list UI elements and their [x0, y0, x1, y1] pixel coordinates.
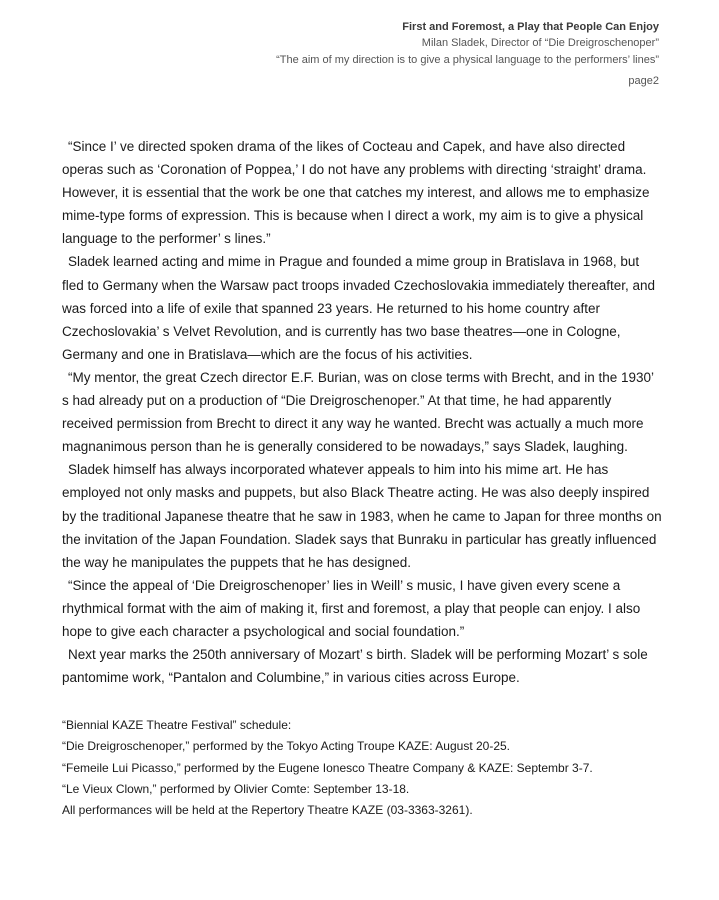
article-body — [62, 135, 662, 689]
page-number: page2 — [628, 75, 659, 87]
paragraph: “My mentor, the great Czech director E.F. Burian, was on close terms with Brecht, and in the 1930’ s had already put on a production of “Die Dreigroschenoper.” At that time, he had apparently received permission from Brecht to direct it any way he wanted. Brecht was actually a much more magnanimous person than he is generally considered to be nowadays,” says Sladek, laughing. — [62, 369, 654, 455]
paragraph: “Since the appeal of ‘Die Dreigroschenoper’ lies in Weill’ s music, I have given every scene a rhythmical format with the aim of making it, first and foremost, a play that people can enjoy. I also hope to give each character a psychological and social foundation.” — [62, 577, 641, 639]
paragraph: Next year marks the 250th anniversary of Mozart’ s birth. Sladek will be performing Mozart’ s sole pantomime work, “Pantalon and Columbine,” in various cities across Europe. — [62, 647, 648, 686]
schedule-footer: All performances will be held at the Repertory Theatre KAZE (03-3363-3261). — [62, 803, 473, 818]
header-title: First and Foremost, a Play that People Can Enjoy — [402, 21, 659, 33]
festival-schedule — [62, 715, 662, 821]
paragraph: “Since I’ ve directed spoken drama of the likes of Cocteau and Capek, and have also directed operas such as ‘Coronation of Poppea,’ I do not have any problems with directing ‘straight’ drama. However, it is essential that the work be one that catches my interest, and allows me to emphasize mime-type forms of expression. This is because when I direct a work, my aim is to give a physical language to the performer’ s lines.” — [62, 139, 650, 247]
schedule-heading: “Biennial KAZE Theatre Festival” schedule: — [62, 718, 292, 732]
schedule-item: “Femeile Lui Picasso,” performed by the Eugene Ionesco Theatre Company & KAZE: Septembr 3-7. — [62, 760, 593, 775]
schedule-item: “Le Vieux Clown,” performed by Olivier Comte: September 13-18. — [62, 781, 410, 796]
paragraph: Sladek himself has always incorporated whatever appeals to him into his mime art. He has employed not only masks and puppets, but also Black Theatre acting. He was also deeply inspired by the traditional Japanese theatre that he saw in 1983, when he came to Japan for three months on the invitation of the Japan Foundation. Sladek says that Bunraku in particular has greatly influenced the way he manipulates the puppets that he has designed. — [62, 462, 662, 570]
paragraph: Sladek learned acting and mime in Prague and founded a mime group in Bratislava in 1968, but fled to Germany when the Warsaw pact troops invaded Czechoslovakia immediately thereafter, and was forced into a life of exile that spanned 23 years. He returned to his home country after Czechoslovakia’ s Velvet Revolution, and is currently has two base theatres—one in Cologne, Germany and one in Bratislava—which are the focus of his activities. — [62, 254, 656, 362]
header-subtitle: Milan Sladek, Director of “Die Dreigroschenoper” — [421, 37, 659, 49]
schedule-item: “Die Dreigroschenoper,” performed by the Tokyo Acting Troupe KAZE: August 20-25. — [62, 739, 511, 754]
header-quote: “The aim of my direction is to give a physical language to the performers’ lines” — [276, 54, 659, 66]
page-header — [59, 19, 659, 90]
